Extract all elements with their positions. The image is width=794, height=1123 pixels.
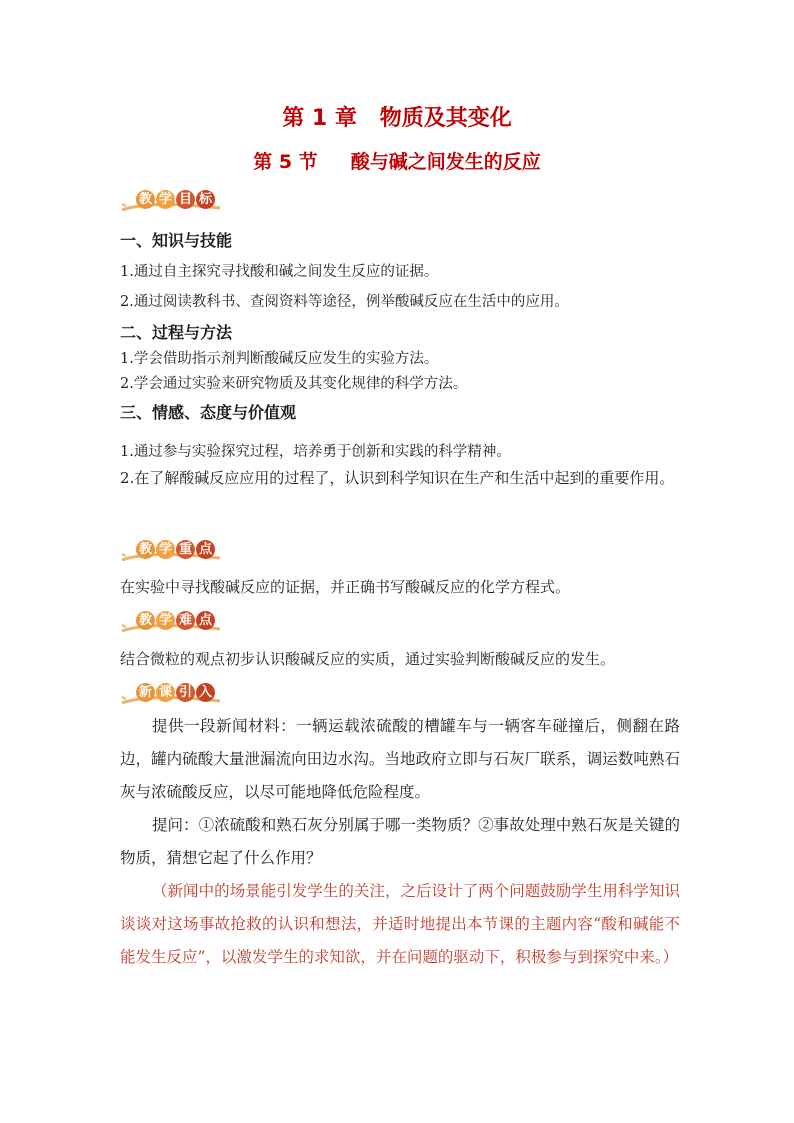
badge-char: 难 (176, 611, 195, 630)
badge-char: 重 (176, 540, 195, 559)
badge-char: 目 (176, 190, 195, 209)
intro-question: 提问：①浓硫酸和熟石灰分别属于哪一类物质？②事故处理中熟石灰是关键的物质，猜想它起了什么作用？ (120, 816, 680, 867)
badge-char: 引 (176, 683, 195, 702)
badge-char: 标 (196, 190, 215, 209)
goal-item: 1.学会借助指示剂判断酸碱反应发生的实验方法。 (120, 351, 439, 367)
badge-char: 新 (136, 683, 155, 702)
heading-process-method: 二、过程与方法 (120, 323, 233, 342)
heading-knowledge-skills: 一、知识与技能 (120, 231, 233, 250)
badge-char: 教 (136, 540, 155, 559)
section-title: 第 5 节 酸与碱之间发生的反应 (253, 151, 541, 173)
badge-lesson-intro (120, 679, 230, 707)
goal-item: 1.通过自主探究寻找酸和碱之间发生反应的证据。 (120, 264, 439, 280)
badge-char: 点 (196, 540, 215, 559)
goal-item: 1.通过参与实验探究过程，培养勇于创新和实践的科学精神。 (120, 444, 511, 460)
badge-char: 点 (196, 611, 215, 630)
badge-char: 学 (156, 190, 175, 209)
intro-teacher-note: （新闻中的场景能引发学生的关注，之后设计了两个问题鼓励学生用科学知识谈谈对这场事故抢救的认识和想法，并适时地提出本节课的主题内容“酸和碱能不能发生反应”，以激发学生的求知欲，并在问题的驱动下，积极参与到探究中来。） (120, 882, 680, 966)
goal-item: 2.通过阅读教科书、查阅资料等途径，例举酸碱反应在生活中的应用。 (120, 294, 569, 310)
key-point-text: 在实验中寻找酸碱反应的证据，并正确书写酸碱反应的化学方程式。 (120, 578, 571, 596)
badge-difficult-point (120, 607, 230, 635)
badge-char: 教 (136, 611, 155, 630)
badge-char: 入 (196, 683, 215, 702)
badge-char: 学 (156, 540, 175, 559)
chapter-title: 第 1 章 物质及其变化 (282, 106, 512, 131)
intro-paragraph: 提供一段新闻材料：一辆运载浓硫酸的槽罐车与一辆客车碰撞后，侧翻在路边，罐内硫酸大量泄漏流向田边水沟。当地政府立即与石灰厂联系，调运数吨熟石灰与浓硫酸反应，以尽可能地降低危险程度。 (120, 717, 680, 801)
goal-item: 2.在了解酸碱反应应用的过程了，认识到科学知识在生产和生活中起到的重要作用。 (120, 469, 675, 487)
heading-emotion-values: 三、情感、态度与价值观 (120, 403, 297, 422)
difficult-point-text: 结合微粒的观点初步认识酸碱反应的实质，通过实验判断酸碱反应的发生。 (120, 650, 616, 668)
goal-item: 2.学会通过实验来研究物质及其变化规律的科学方法。 (120, 376, 468, 392)
badge-char: 学 (156, 611, 175, 630)
badge-char: 教 (136, 190, 155, 209)
badge-char: 课 (156, 683, 175, 702)
badge-teaching-goals (120, 186, 230, 214)
badge-key-point (120, 536, 230, 564)
